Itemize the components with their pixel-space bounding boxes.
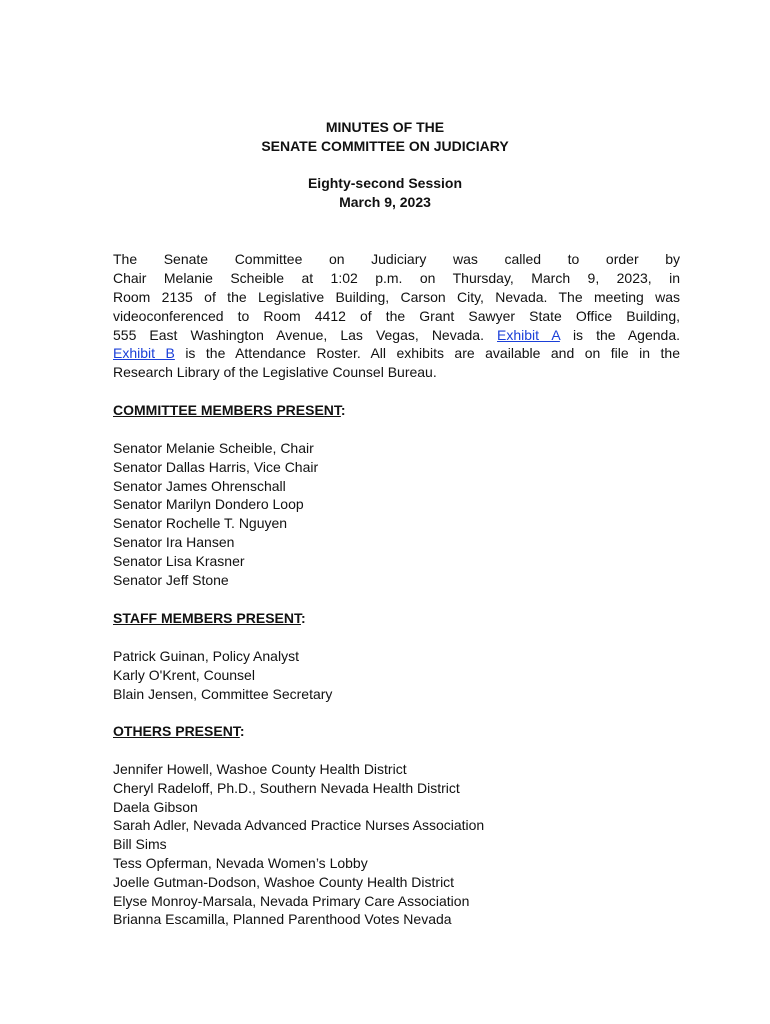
list-item: Bill Sims bbox=[113, 836, 167, 853]
others-present-list bbox=[113, 760, 680, 929]
intro-text: is the Attendance Roster. All exhibits are available and on file in the bbox=[174, 345, 680, 362]
exhibit-b-link[interactable]: Exhibit B bbox=[113, 345, 175, 362]
list-item: Senator Melanie Scheible, Chair bbox=[113, 440, 314, 456]
list-item: Senator Ira Hansen bbox=[113, 533, 235, 550]
list-item: Patrick Guinan, Policy Analyst bbox=[113, 648, 299, 664]
intro-text: 555 East Washington Avenue, Las Vegas, Nevada. bbox=[113, 326, 498, 343]
title-line-minutes: MINUTES OF THE bbox=[325, 119, 445, 135]
intro-line: Room 2135 of the Legislative Building, Carson City, Nevada. The meeting was bbox=[113, 288, 680, 305]
list-item: Senator Jeff Stone bbox=[113, 571, 229, 588]
list-item: Blain Jensen, Committee Secretary bbox=[113, 685, 333, 702]
others-present-section bbox=[113, 722, 680, 929]
intro-line: Research Library of the Legislative Counsel Bureau. bbox=[113, 364, 437, 381]
others-present-heading: OTHERS PRESENT bbox=[113, 723, 240, 739]
meeting-date: March 9, 2023 bbox=[339, 194, 431, 210]
intro-line: The Senate Committee on Judiciary was called to order by bbox=[113, 251, 680, 267]
list-item: Cheryl Radeloff, Ph.D., Southern Nevada Health District bbox=[113, 779, 460, 796]
intro-line-exhibit-a bbox=[113, 326, 680, 345]
committee-members-list bbox=[113, 439, 680, 589]
committee-members-section bbox=[113, 401, 680, 589]
session-name: Eighty-second Session bbox=[307, 175, 463, 191]
list-item: Senator James Ohrenschall bbox=[113, 477, 286, 494]
intro-line: videoconferenced to Room 4412 of the Grant Sawyer State Office Building, bbox=[113, 307, 680, 324]
section-heading bbox=[113, 722, 680, 741]
exhibit-a-link[interactable]: Exhibit A bbox=[497, 326, 560, 343]
list-item: Joelle Gutman-Dodson, Washoe County Health District bbox=[113, 873, 455, 890]
staff-members-list bbox=[113, 647, 680, 703]
list-item: Senator Marilyn Dondero Loop bbox=[113, 496, 304, 513]
intro-paragraph bbox=[113, 250, 680, 382]
list-item: Brianna Escamilla, Planned Parenthood Votes Nevada bbox=[113, 911, 452, 928]
intro-text: is the Agenda. bbox=[559, 326, 680, 343]
staff-members-heading: STAFF MEMBERS PRESENT bbox=[113, 610, 301, 626]
list-item: Karly O'Krent, Counsel bbox=[113, 666, 255, 683]
section-heading bbox=[113, 609, 680, 628]
staff-members-section bbox=[113, 609, 680, 703]
heading-colon: : bbox=[300, 610, 306, 626]
section-heading bbox=[113, 401, 680, 420]
heading-colon: : bbox=[239, 723, 245, 739]
list-item: Senator Rochelle T. Nguyen bbox=[113, 515, 288, 532]
list-item: Jennifer Howell, Washoe County Health District bbox=[113, 761, 407, 777]
list-item: Senator Lisa Krasner bbox=[113, 552, 245, 569]
session-block bbox=[0, 174, 770, 212]
list-item: Senator Dallas Harris, Vice Chair bbox=[113, 458, 319, 475]
committee-members-heading: COMMITTEE MEMBERS PRESENT bbox=[113, 402, 341, 418]
list-item: Elyse Monroy-Marsala, Nevada Primary Care Association bbox=[113, 892, 470, 909]
list-item: Sarah Adler, Nevada Advanced Practice Nurses Association bbox=[113, 817, 485, 834]
intro-line-exhibit-b bbox=[113, 344, 680, 363]
title-line-committee: SENATE COMMITTEE ON JUDICIARY bbox=[261, 138, 509, 154]
intro-line: Chair Melanie Scheible at 1:02 p.m. on Thursday, March 9, 2023, in bbox=[113, 269, 680, 286]
document-title bbox=[0, 118, 770, 156]
heading-colon: : bbox=[340, 402, 346, 418]
list-item: Tess Opferman, Nevada Women’s Lobby bbox=[113, 854, 368, 871]
list-item: Daela Gibson bbox=[113, 798, 198, 815]
